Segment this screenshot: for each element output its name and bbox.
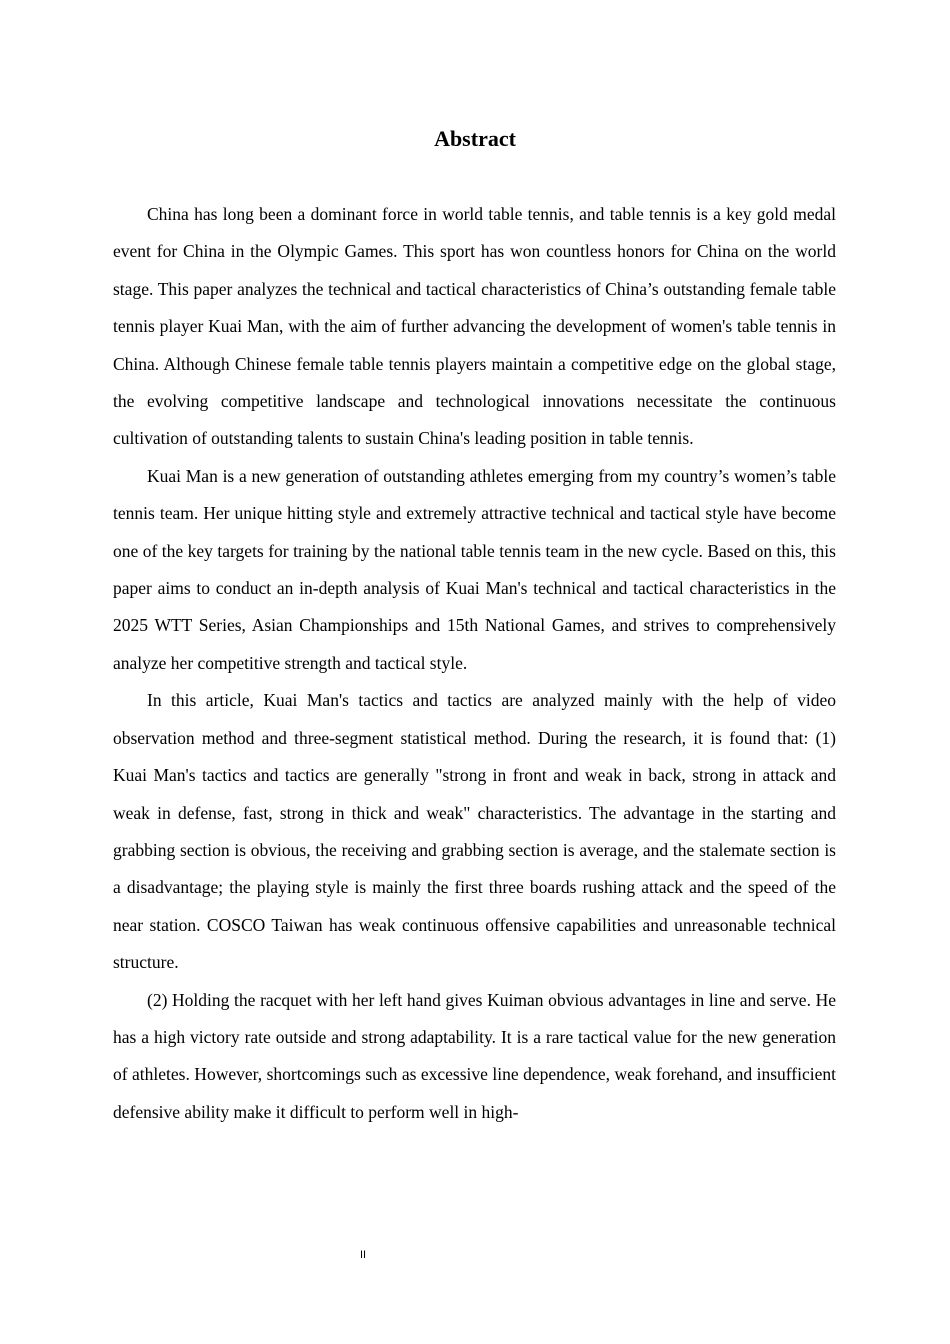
page-number: II <box>359 1249 367 1261</box>
abstract-paragraph-1: China has long been a dominant force in world table tennis, and table tennis is a key gold medal event for China in the Olympic Games. This sport has won countless honors for China on the world stage. This paper analyzes the technical and tactical characteristics of China’s outstanding female table tennis player Kuai Man, with the aim of further advancing the development of women's table tennis in China. Although Chinese female table tennis players maintain a competitive edge on the global stage, the evolving competitive landscape and technological innovations necessitate the continuous cultivation of outstanding talents to sustain China's leading position in table tennis. <box>113 204 836 449</box>
abstract-paragraph-2: Kuai Man is a new generation of outstanding athletes emerging from my country’s women’s table tennis team. Her unique hitting style and extremely attractive technical and tactical style have become one of the key targets for training by the national table tennis team in the new cycle. Based on this, this paper aims to conduct an in-depth analysis of Kuai Man's technical and tactical characteristics in the 2025 WTT Series, Asian Championships and 15th National Games, and strives to comprehensively analyze her competitive strength and tactical style. <box>113 465 836 673</box>
abstract-title: Abstract <box>434 126 516 151</box>
abstract-paragraph-3: In this article, Kuai Man's tactics and tactics are analyzed mainly with the help of video observation method and three-segment statistical method. During the research, it is found that: (1) Kuai Man's tactics and tactics are generally "strong in front and weak in back, strong in attack and weak in defense, fast, strong in thick and weak" characteristics. The advantage in the starting and grabbing section is obvious, the receiving and grabbing section is average, and the stalemate section is a disadvantage; the playing style is mainly the first three boards rushing attack and the speed of the near station. COSCO Taiwan has weak continuous offensive capabilities and unreasonable technical structure. <box>113 690 836 973</box>
abstract-body <box>113 196 836 1131</box>
abstract-paragraph-4: (2) Holding the racquet with her left hand gives Kuiman obvious advantages in line and serve. He has a high victory rate outside and strong adaptability. It is a rare tactical value for the new generation of athletes. However, shortcomings such as excessive line dependence, weak forehand, and insufficient defensive ability make it difficult to perform well in high- <box>113 989 836 1122</box>
